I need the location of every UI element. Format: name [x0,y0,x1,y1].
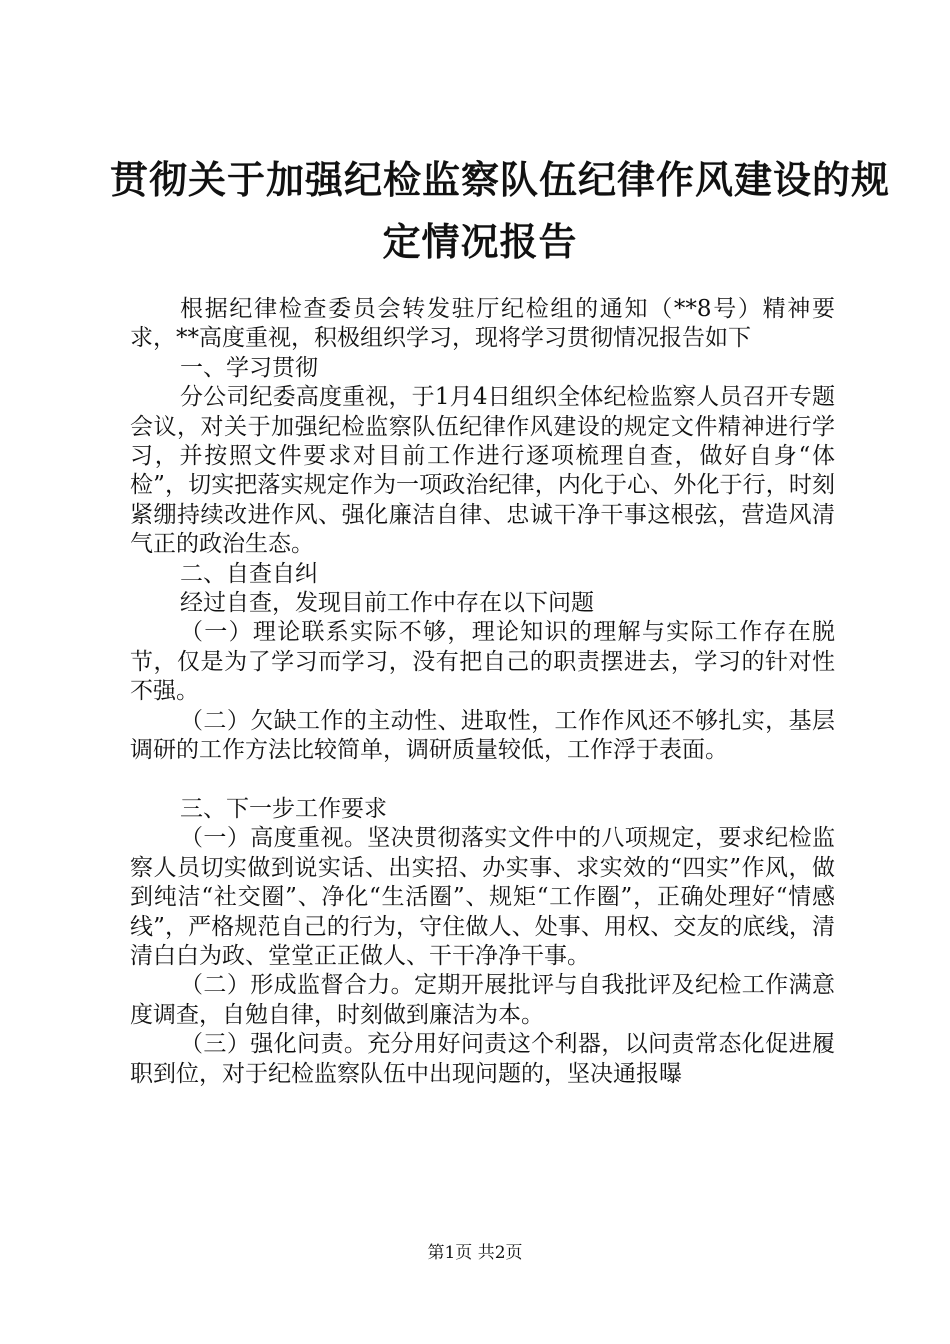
study-paragraph: 分公司纪委高度重视，于1月4日组织全体纪检监察人员召开专题会议，对关于加强纪检监察队伍纪律作风建设的规定文件精神进行学习，并按照文件要求对目前工作进行逐项梳理自查，做好自身“体检”，切实把落实规定作为一项政治纪律，内化于心、外化于行，时刻紧绷持续改进作风、强化廉洁自律、忠诚干净干事这根弦，营造风清气正的政治生态。 [130,384,835,558]
problem-item-2: （二）欠缺工作的主动性、进取性，工作作风还不够扎实，基层调研的工作方法比较简单，调研质量较低，工作浮于表面。 [130,707,835,764]
problem-item-1: （一）理论联系实际不够，理论知识的理解与实际工作存在脱节，仅是为了学习而学习，没有把自己的职责摆进去，学习的针对性不强。 [130,619,835,705]
section-heading-next-steps: 三、下一步工作要求 [180,795,387,822]
document-title-line-2: 定情况报告 [382,219,578,264]
paragraph-spacer [130,766,835,795]
section-heading-study: 一、学习贯彻 [180,354,318,381]
self-check-intro: 经过自查，发现目前工作中存在以下问题 [180,590,594,617]
requirement-item-1: （一）高度重视。坚决贯彻落实文件中的八项规定，要求纪检监察人员切实做到说实话、出实招、办实事、求实效的“四实”作风，做到纯洁“社交圈”、净化“生活圈”、规矩“工作圈”，正确处理好“情感线”，严格规范自己的行为，守住做人、处事、用权、交友的底线，清清白白为政、堂堂正正做人、干干净净干事。 [130,825,835,969]
requirement-item-2: （二）形成监督合力。定期开展批评与自我批评及纪检工作满意度调查，自勉自律，时刻做到廉洁为本。 [130,972,835,1028]
page-number-footer: 第1页 共2页 [427,1243,523,1263]
document-title-line-1: 贯彻关于加强纪检监察队伍纪律作风建设的规 [110,157,891,202]
intro-paragraph: 根据纪律检查委员会转发驻厅纪检组的通知（**8号）精神要求，**高度重视，积极组织学习，现将学习贯彻情况报告如下 [130,296,835,352]
requirement-item-3: （三）强化问责。充分用好问责这个利器，以问责常态化促进履职到位，对于纪检监察队伍中出现问题的，坚决通报曝 [130,1031,835,1087]
document-body [130,295,835,1089]
section-heading-self-check: 二、自查自纠 [180,560,318,587]
